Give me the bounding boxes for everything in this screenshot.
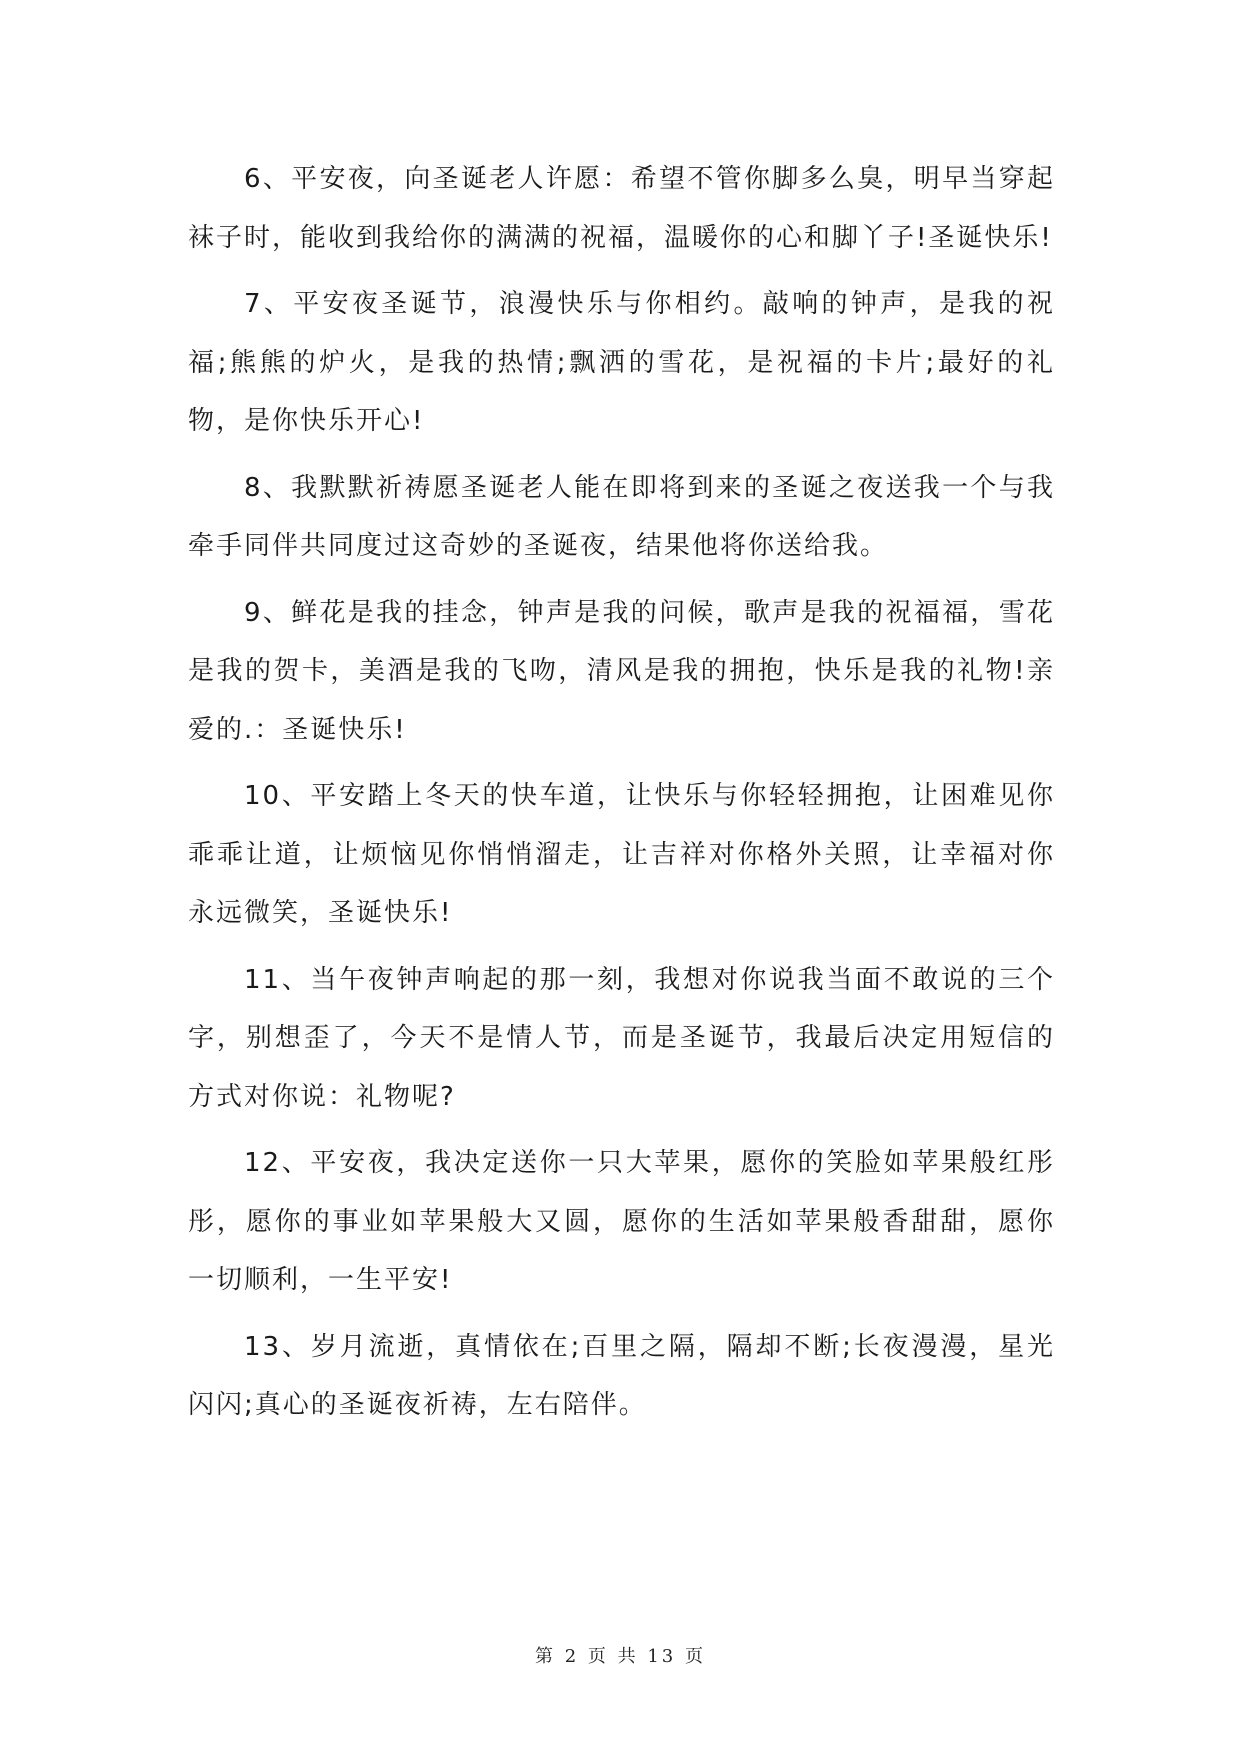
paragraph-8: 8、我默默祈祷愿圣诞老人能在即将到来的圣诞之夜送我一个与我牵手同伴共同度过这奇妙的圣诞夜，结果他将你送给我。 — [188, 472, 1055, 561]
paragraph-11: 11、当午夜钟声响起的那一刻，我想对你说我当面不敢说的三个字，别想歪了，今天不是情人节，而是圣诞节，我最后决定用短信的方式对你说：礼物呢? — [188, 964, 1055, 1112]
paragraph-7: 7、平安夜圣诞节，浪漫快乐与你相约。敲响的钟声，是我的祝福;熊熊的炉火，是我的热情;飘洒的雪花，是祝福的卡片;最好的礼物，是你快乐开心! — [188, 289, 1055, 436]
document-body — [188, 150, 1055, 1443]
page-number-footer: 第 2 页 共 13 页 — [535, 1646, 706, 1667]
paragraph-13: 13、岁月流逝，真情依在;百里之隔，隔却不断;长夜漫漫，星光闪闪;真心的圣诞夜祈祷，左右陪伴。 — [188, 1331, 1055, 1420]
paragraph-10: 10、平安踏上冬天的快车道，让快乐与你轻轻拥抱，让困难见你乖乖让道，让烦恼见你悄悄溜走，让吉祥对你格外关照，让幸福对你永远微笑，圣诞快乐! — [188, 781, 1055, 928]
paragraph-6: 6、平安夜，向圣诞老人许愿：希望不管你脚多么臭，明早当穿起袜子时，能收到我给你的满满的祝福，温暖你的心和脚丫子!圣诞快乐! — [188, 164, 1055, 253]
paragraph-12: 12、平安夜，我决定送你一只大苹果，愿你的笑脸如苹果般红彤彤，愿你的事业如苹果般大又圆，愿你的生活如苹果般香甜甜，愿你一切顺利，一生平安! — [188, 1148, 1055, 1295]
paragraph-9: 9、鲜花是我的挂念，钟声是我的问候，歌声是我的祝福福，雪花是我的贺卡，美酒是我的飞吻，清风是我的拥抱，快乐是我的礼物!亲爱的.：圣诞快乐! — [188, 597, 1055, 745]
